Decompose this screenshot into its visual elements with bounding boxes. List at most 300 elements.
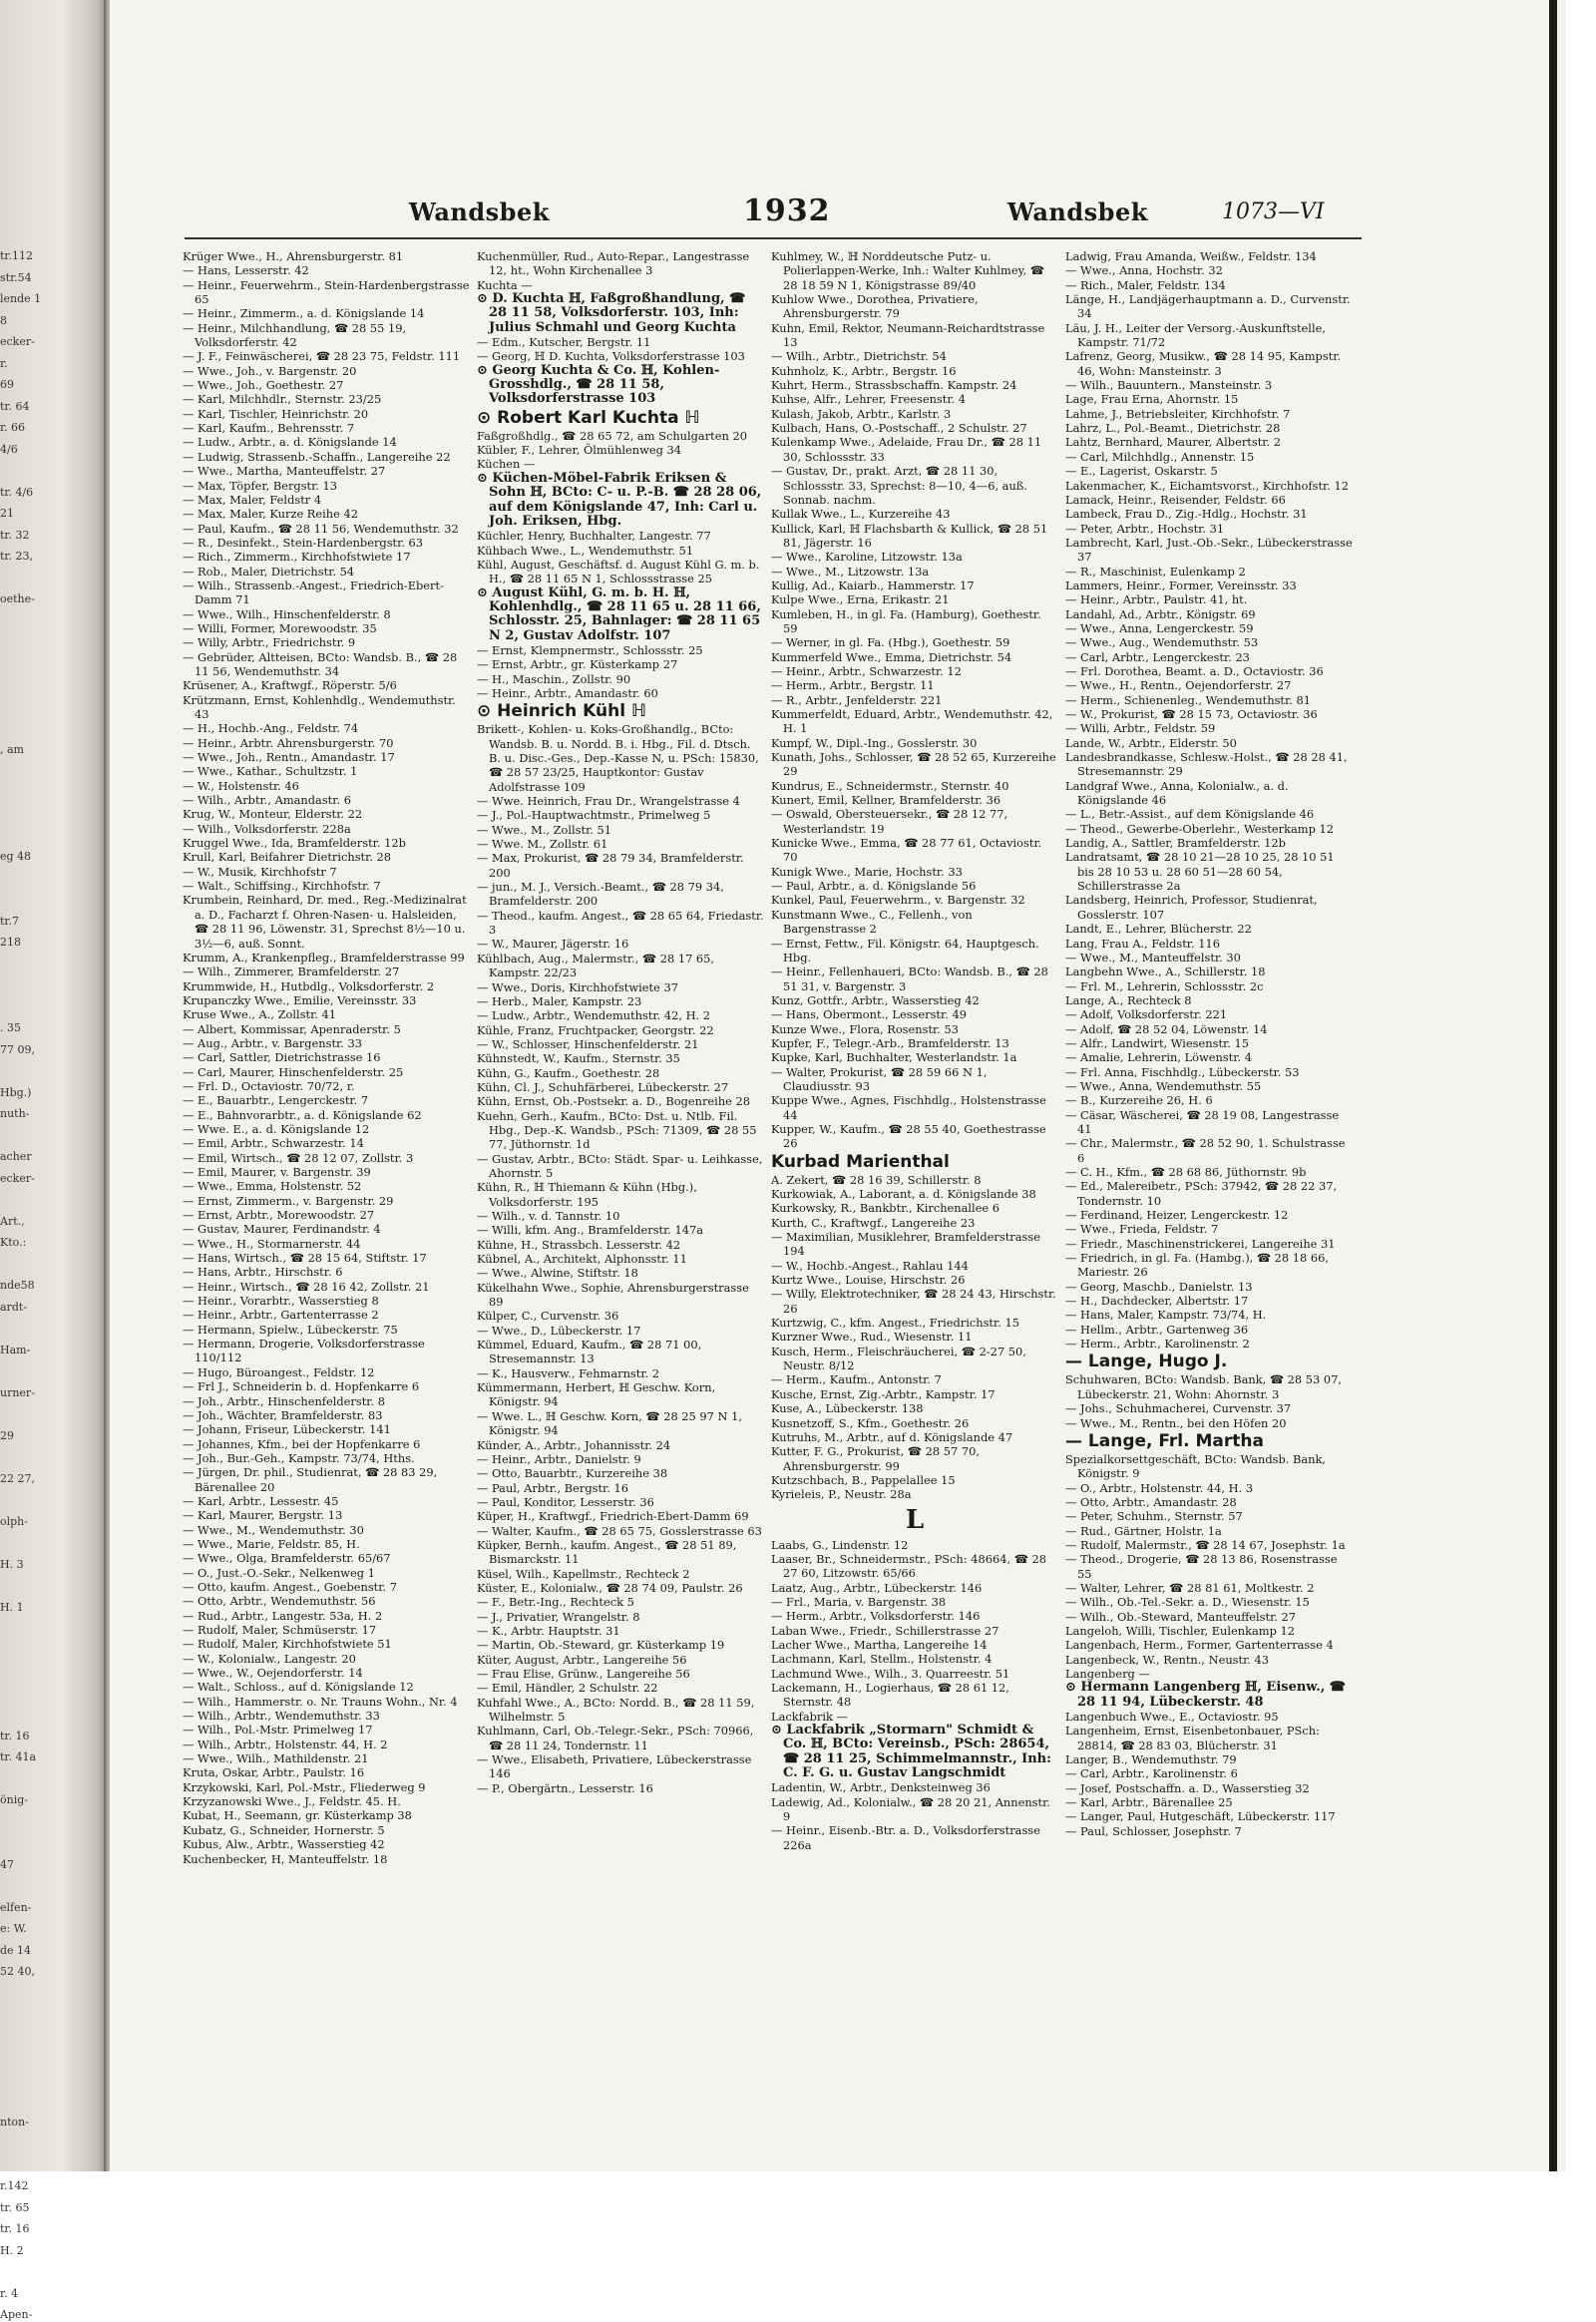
gutter-fragment	[0, 1879, 110, 1893]
gutter-fragment: tr. 64	[0, 399, 30, 413]
gutter-fragment	[0, 829, 110, 843]
directory-entry: — Carl, Milchhdlg., Annenstr. 15	[1065, 449, 1255, 464]
directory-entry: Kümmermann, Herbert, ℍ Geschw. Korn, Königstr. 94	[477, 1380, 716, 1409]
directory-entry: — Heinr., Arbtr., Gartenterrasse 2	[183, 1308, 379, 1323]
gutter-fragment: tr.7	[0, 914, 19, 928]
directory-entry: Kuhnholz, K., Arbtr., Bergstr. 16	[771, 363, 957, 378]
directory-entry: — Heinr., Arbtr. Ahrensburgerstr. 70	[183, 735, 394, 750]
gutter-fragment: 21	[0, 507, 14, 520]
gutter-fragment: tr. 4/6	[0, 485, 34, 499]
directory-entry: — Maximilian, Musiklehrer, Bramfelderstrasse 194	[771, 1230, 1040, 1259]
directory-entry: Kühl, August, Geschäftsf. d. August Kühl G. m. b. H., ☎ 28 11 65 N 1, Schlossstrasse 25	[477, 557, 760, 586]
directory-entry: — Ferdinand, Heizer, Lengerckestr. 12	[1065, 1208, 1289, 1223]
gutter-fragment	[0, 1987, 110, 2001]
directory-entry: Krzyzanowski Wwe., J., Feldstr. 45. H.	[183, 1794, 401, 1809]
gutter-fragment: 77 09,	[0, 1042, 35, 1056]
gutter-fragment: olph-	[0, 1514, 28, 1528]
directory-entry: — E., Bahnvorarbtr., a. d. Königslande 62	[183, 1107, 422, 1122]
gutter-fragment: r.	[0, 356, 8, 370]
gutter-fragment: 52 40,	[0, 1965, 35, 1978]
directory-entry: — Wwe., Marie, Feldstr. 85, H.	[183, 1536, 360, 1551]
directory-entry: Küster, E., Kolonialw., ☎ 28 74 09, Paulstr. 26	[477, 1580, 743, 1595]
directory-column-2	[477, 249, 764, 1795]
directory-column-3	[771, 249, 1058, 1852]
directory-entry: — Otto, Arbtr., Wendemuthstr. 56	[183, 1594, 376, 1609]
directory-entry: — Joh., Wächter, Bramfelderstr. 83	[183, 1407, 383, 1422]
directory-entry: Kutzschbach, B., Pappelallee 15	[771, 1472, 956, 1487]
directory-entry: — Rich., Maler, Feldstr. 134	[1065, 277, 1226, 292]
directory-entry: — H., Hochb.-Ang., Feldstr. 74	[183, 721, 359, 736]
directory-entry: — Wwe., Joh., Rentn., Amandastr. 17	[183, 750, 395, 765]
directory-entry: Langeloh, Willi, Tischler, Eulenkamp 12	[1065, 1623, 1296, 1638]
gutter-fragment: tr. 41a	[0, 1750, 37, 1763]
directory-entry: — Herm., Kaufm., Antonstr. 7	[771, 1372, 942, 1387]
directory-entry: — Ludwig, Strassenb.-Schaffn., Langereihe 22	[183, 449, 451, 464]
directory-entry: — E., Lagerist, Oskarstr. 5	[1065, 464, 1218, 479]
gutter-fragment	[0, 572, 110, 585]
directory-entry: Kuehn, Gerh., Kaufm., BCto: Dst. u. Ntlb. Fil. Hbg., Dep.-K. Wandsb., PSch: 71309, ☎ 28 55 77, Jüthornstr. 1d	[477, 1108, 757, 1152]
directory-entry: Lahme, J., Betriebsleiter, Kirchhofstr. 7	[1065, 406, 1291, 421]
directory-entry: Kubat, H., Seemann, gr. Küsterkamp 38	[183, 1808, 412, 1823]
directory-entry: Langenbeck, W., Rentn., Neustr. 43	[1065, 1652, 1270, 1667]
directory-entry: — B., Kurzereihe 26, H. 6	[1065, 1093, 1213, 1108]
directory-entry: Lachmann, Karl, Stellm., Holstenstr. 4	[771, 1652, 993, 1667]
page-header	[185, 194, 1362, 231]
gutter-fragment	[0, 1129, 110, 1143]
directory-entry: Kummerfeld Wwe., Emma, Dietrichstr. 54	[771, 649, 1012, 664]
gutter-fragment: elfen-	[0, 1900, 32, 1914]
directory-entry: — Wwe., Doris, Kirchhofstwiete 37	[477, 979, 678, 994]
directory-entry: — Alfr., Landwirt, Wiesenstr. 15	[1065, 1035, 1249, 1050]
directory-entry: Landt, E., Lehrer, Blücherstr. 22	[1065, 922, 1252, 937]
gutter-fragment	[0, 1493, 110, 1507]
gutter-fragment: e: W.	[0, 1922, 27, 1935]
directory-entry: — Max, Töpfer, Bergstr. 13	[183, 478, 338, 493]
directory-entry: — Karl, Arbtr., Bärenallee 25	[1065, 1795, 1233, 1810]
gutter-fragment	[0, 700, 110, 714]
gutter-fragment: H. 2	[0, 2243, 24, 2257]
directory-entry: — Frl J., Schneiderin b. d. Hopfenkarre 6	[183, 1379, 420, 1394]
gutter-fragment	[0, 678, 110, 692]
gutter-fragment	[0, 464, 110, 478]
gutter-fragment	[0, 958, 110, 971]
directory-entry: — Gustav, Arbtr., BCto: Städt. Spar- u. Leihkasse, Ahornstr. 5	[477, 1151, 763, 1180]
directory-entry: — Paul, Kaufm., ☎ 28 11 56, Wendemuthstr. 32	[183, 521, 459, 536]
directory-entry: — Wwe., Kathar., Schultzstr. 1	[183, 764, 358, 779]
directory-entry: Lakenmacher, K., Eichamtsvorst., Kirchhofstr. 12	[1065, 478, 1349, 493]
directory-entry: — Martin, Ob.-Steward, gr. Küsterkamp 19	[477, 1638, 725, 1653]
directory-entry: — Karl, Tischler, Heinrichstr. 20	[183, 406, 369, 421]
directory-entry: — Hans, Lesserstr. 42	[183, 263, 309, 278]
directory-entry: Kuhse, Alfr., Lehrer, Freesenstr. 4	[771, 392, 967, 407]
directory-entry: — Ernst, Zimmerm., v. Bargenstr. 29	[183, 1193, 394, 1208]
directory-entry: — Adolf, Volksdorferstr. 221	[1065, 1007, 1228, 1022]
directory-entry: Kuhrt, Herm., Strassbschaffn. Kampstr. 24	[771, 378, 1017, 393]
directory-entry: Kupper, W., Kaufm., ☎ 28 55 40, Goethestrasse 26	[771, 1121, 1046, 1151]
directory-entry: Landgraf Wwe., Anna, Kolonialw., a. d. Königslande 46	[1065, 778, 1289, 808]
directory-entry: Krumm, A., Krankenpfleg., Bramfelderstrasse 99	[183, 950, 465, 965]
gutter-fragment: lende 1	[0, 292, 42, 305]
directory-entry: — Johannes, Kfm., bei der Hopfenkarre 6	[183, 1436, 421, 1451]
directory-entry: — Wwe., Emma, Holstenstr. 52	[183, 1179, 362, 1194]
directory-entry: Kühn, Cl. J., Schuhfärberei, Lübeckerstr. 27	[477, 1079, 729, 1094]
directory-entry: Kuhn, Emil, Rektor, Neumann-Reichardtstrasse 13	[771, 320, 1045, 350]
directory-entry: — O., Just.-O.-Sekr., Nelkenweg 1	[183, 1565, 375, 1580]
directory-entry: — Frl. D., Octaviostr. 70/72, r.	[183, 1078, 355, 1093]
directory-entry: — Willy, Arbtr., Friedrichstr. 9	[183, 635, 356, 650]
directory-entry: — Wwe., Anna, Wendemuthstr. 55	[1065, 1078, 1262, 1093]
directory-entry: — Herm., Arbtr., Bergstr. 11	[771, 678, 935, 693]
directory-entry: — Rob., Maler, Dietrichstr. 54	[183, 564, 355, 579]
directory-entry: — Werner, in gl. Fa. (Hbg.), Goethestr. 59	[771, 635, 1010, 650]
gutter-fragment	[0, 635, 110, 649]
directory-entry: Lange, A., Rechteck 8	[1065, 992, 1192, 1007]
directory-entry: Küchler, Henry, Buchhalter, Langestr. 77	[477, 529, 711, 544]
directory-entry: Kullick, Karl, ℍ Flachsbarth & Kullick, ☎ 28 51 81, Jägerstr. 16	[771, 521, 1048, 550]
directory-entry: Kuhlow Wwe., Dorothea, Privatiere, Ahrensburgerstr. 79	[771, 292, 979, 321]
directory-entry: Kruggel Wwe., Ida, Bramfelderstr. 12b	[183, 836, 406, 851]
directory-entry: — Walter, Lehrer, ☎ 28 81 61, Moltkestr. 2	[1065, 1580, 1315, 1595]
gutter-fragment	[0, 1644, 110, 1658]
directory-entry: — Wwe., W., Oejendorferstr. 14	[183, 1666, 363, 1681]
directory-entry: — Wwe., Anna, Hochstr. 32	[1065, 263, 1223, 278]
gutter-fragment: 69	[0, 378, 14, 391]
directory-entry: — Wwe., Olga, Bramfelderstr. 65/67	[183, 1551, 391, 1566]
directory-entry: Laban Wwe., Friedr., Schillerstrasse 27	[771, 1623, 999, 1638]
gutter-fragment: Art.,	[0, 1214, 25, 1228]
gutter-fragment	[0, 1450, 110, 1464]
gutter-fragment	[0, 1322, 110, 1336]
directory-entry: Kurbad Marienthal	[771, 1151, 950, 1172]
directory-entry: — H., Dachdecker, Albertstr. 17	[1065, 1294, 1249, 1309]
directory-entry: — Rudolf, Malermstr., ☎ 28 14 67, Josephstr. 1a	[1065, 1537, 1346, 1552]
directory-entry: — Gustav, Dr., prakt. Arzt, ☎ 28 11 30, Schlossstr. 33, Sprechst: 8—10, 4—6, auß. Sonnab. nachm.	[771, 464, 1028, 507]
directory-entry: — L., Betr.-Assist., auf dem Königslande 46	[1065, 807, 1315, 822]
gutter-fragment: ardt-	[0, 1300, 27, 1314]
gutter-fragment	[0, 1665, 110, 1679]
gutter-fragment	[0, 893, 110, 907]
directory-entry: — Wwe., M., Rentn., bei den Höfen 20	[1065, 1415, 1287, 1430]
directory-entry: Kusnetzoff, S., Kfm., Goethestr. 26	[771, 1415, 970, 1430]
gutter-fragment	[0, 807, 110, 821]
directory-entry: Kurzner Wwe., Rud., Wiesenstr. 11	[771, 1330, 973, 1345]
gutter-fragment	[0, 2265, 110, 2279]
directory-entry: — Carl, Sattler, Dietrichstrasse 16	[183, 1050, 381, 1065]
directory-entry: Krummwide, H., Hutbdlg., Volksdorferstr. 2	[183, 978, 435, 993]
gutter-fragment: de 14	[0, 1943, 32, 1957]
gutter-fragment	[0, 2158, 110, 2172]
directory-entry: Lammers, Heinr., Former, Vereinsstr. 33	[1065, 578, 1297, 592]
directory-entry: — Ernst, Arbtr., Morewoodstr. 27	[183, 1208, 375, 1223]
directory-entry: Krüsener, A., Kraftwgf., Röperstr. 5/6	[183, 678, 397, 693]
directory-entry: — Otto, Arbtr., Amandastr. 28	[1065, 1494, 1237, 1509]
directory-entry: — Paul, Schlosser, Josephstr. 7	[1065, 1823, 1242, 1838]
directory-entry: ⊙ Hermann Langenberg ℍ, Eisenw., ☎ 28 11 94, Lübeckerstr. 48	[1065, 1680, 1346, 1710]
directory-entry: Lachmund Wwe., Wilh., 3. Quarreestr. 51	[771, 1666, 1010, 1681]
directory-entry: — Wwe., Martha, Manteuffelstr. 27	[183, 464, 386, 479]
directory-entry: — Willi, Former, Morewoodstr. 35	[183, 620, 377, 635]
directory-entry: Landratsamt, ☎ 28 10 21—28 10 25, 28 10 51 bis 28 10 53 u. 28 60 51—28 60 54, Schillerstrasse 2a	[1065, 850, 1335, 894]
directory-entry: — Gebrüder, Altteisen, BCto: Wandsb. B., ☎ 28 11 56, Wendemuthstr. 34	[183, 649, 458, 678]
directory-entry: — Wwe. L., ℍ Geschw. Korn, ☎ 28 25 97 N 1, Königstr. 94	[477, 1408, 742, 1438]
directory-entry: — Otto, kaufm. Angest., Goebenstr. 7	[183, 1579, 397, 1594]
directory-entry: Länge, H., Landjägerhauptmann a. D., Curvenstr. 34	[1065, 292, 1351, 321]
directory-entry: — Herm., Arbtr., Karolinenstr. 2	[1065, 1337, 1250, 1352]
directory-entry: — H., Maschin., Zollstr. 90	[477, 671, 631, 686]
directory-entry: — Rud., Arbtr., Langestr. 53a, H. 2	[183, 1608, 383, 1623]
gutter-fragment: tr. 23,	[0, 550, 33, 563]
directory-entry: Lambrecht, Karl, Just.-Ob.-Sekr., Lübeckerstrasse 37	[1065, 535, 1353, 565]
directory-entry: Langenbach, Herm., Former, Gartenterrasse 4	[1065, 1638, 1334, 1653]
directory-entry: — Wwe., Karoline, Litzowstr. 13a	[771, 550, 963, 565]
directory-entry: Krzykowski, Karl, Pol.-Mstr., Fliederweg 9	[183, 1779, 426, 1794]
directory-entry: — Wwe., H., Rentn., Oejendorferstr. 27	[1065, 678, 1292, 693]
directory-entry: L	[905, 1504, 925, 1535]
gutter-fragment: oethe-	[0, 592, 35, 605]
directory-entry: — Wilh., Zimmerer, Bramfelderstr. 27	[183, 965, 400, 979]
directory-entry: Langenberg —	[1065, 1667, 1150, 1681]
directory-entry: Kullig, Ad., Kaiarb., Hammerstr. 17	[771, 578, 975, 592]
gutter-fragment: Kto.:	[0, 1236, 27, 1249]
directory-entry: Lang, Frau A., Feldstr. 116	[1065, 936, 1220, 951]
directory-entry: Kurtz Wwe., Louise, Hirschstr. 26	[771, 1273, 966, 1288]
gutter-fragment: r. 4	[0, 2286, 19, 2300]
directory-entry: Kümmel, Eduard, Kaufm., ☎ 28 71 00, Stresemannstr. 13	[477, 1338, 702, 1366]
directory-column-1	[183, 249, 470, 1866]
directory-entry: — Friedr., Maschinenstrickerei, Langereihe 31	[1065, 1236, 1336, 1251]
directory-entry: — Frl., Maria, v. Bargenstr. 38	[771, 1594, 947, 1609]
gutter-fragment	[0, 1000, 110, 1014]
gutter-fragment: , am	[0, 742, 24, 756]
directory-entry: — Amalie, Lehrerin, Löwenstr. 4	[1065, 1050, 1252, 1065]
gutter-fragment	[0, 2136, 110, 2150]
directory-entry: Kuhlmey, W., ℍ Norddeutsche Putz- u. Polierlappen-Werke, Inh.: Walter Kuhlmey, ☎ 28 18 59 N 1, Königstrasse 89/40	[771, 249, 1044, 292]
directory-entry: — Wilh., Arbtr., Amandastr. 6	[183, 793, 351, 808]
directory-entry: Kühne, H., Strassbch. Lesserstr. 42	[477, 1237, 681, 1252]
gutter-fragment: Ham-	[0, 1343, 31, 1356]
directory-entry: — Emil, Arbtr., Schwarzestr. 14	[183, 1136, 364, 1151]
directory-entry: — Heinr., Feuerwehrm., Stein-Hardenbergstrasse 65	[183, 277, 470, 307]
directory-entry: Kupfer, F., Telegr.-Arb., Bramfelderstr. 13	[771, 1035, 1009, 1050]
directory-entry: — Wwe., Aug., Wendemuthstr. 53	[1065, 635, 1259, 650]
directory-entry: — Hans, Maler, Kampstr. 73/74, H.	[1065, 1308, 1267, 1323]
directory-entry: Brikett-, Kohlen- u. Koks-Großhandlg., BCto: Wandsb. B. u. Nordd. B. i. Hbg., Fil. d. Dtsch. B. u. Disc.-Ges., Dep.-Kasse N, u. PSch: 15830, ☎ 28 57 23/25, Hauptkontor: Gustav Adolfstrasse 109	[477, 722, 759, 794]
directory-entry: ⊙ Heinrich Kühl ℍ	[477, 701, 647, 722]
gutter-fragment	[0, 1193, 110, 1207]
directory-entry: Laatz, Aug., Arbtr., Lübeckerstr. 146	[771, 1580, 983, 1595]
directory-entry: — Heinr., Zimmerm., a. d. Königslande 14	[183, 306, 425, 321]
directory-entry: — Chr., Malermstr., ☎ 28 52 90, 1. Schulstrasse 6	[1065, 1136, 1346, 1165]
directory-entry: — Albert, Kommissar, Apenraderstr. 5	[183, 1021, 401, 1036]
directory-entry: Kumpf, W., Dipl.-Ing., Gosslerstr. 30	[771, 735, 978, 750]
directory-entry: Kurkowiak, A., Laborant, a. d. Königslande 38	[771, 1187, 1036, 1201]
directory-entry: Landig, A., Sattler, Bramfelderstr. 12b	[1065, 836, 1286, 851]
directory-entry: — Emil, Wirtsch., ☎ 28 12 07, Zollstr. 3	[183, 1150, 414, 1165]
gutter-fragment: acher	[0, 1150, 32, 1163]
gutter-fragment	[0, 2030, 110, 2044]
gutter-fragment: 218	[0, 936, 21, 949]
directory-entry: — Wilh., Pol.-Mstr. Primelweg 17	[183, 1723, 373, 1738]
directory-entry: — Wwe., Frieda, Feldstr. 7	[1065, 1222, 1219, 1237]
directory-entry: — Wwe., Joh., v. Bargenstr. 20	[183, 363, 357, 378]
directory-entry: — Edm., Kutscher, Bergstr. 11	[477, 335, 651, 350]
directory-entry: — Georg, Maschb., Danielstr. 13	[1065, 1279, 1253, 1294]
gutter-fragment: eg 48	[0, 850, 32, 863]
gutter-fragment: tr.112	[0, 249, 33, 262]
directory-entry: — Karl, Maurer, Bergstr. 13	[183, 1508, 343, 1523]
directory-entry: Kullak Wwe., L., Kurzereihe 43	[771, 507, 951, 522]
directory-entry: — Paul, Konditor, Lesserstr. 36	[477, 1494, 654, 1509]
directory-entry: Lage, Frau Erna, Ahornstr. 15	[1065, 392, 1239, 407]
directory-entry: Kunath, Johs., Schlosser, ☎ 28 52 65, Kurzereihe 29	[771, 750, 1056, 779]
directory-column-4	[1065, 249, 1353, 1838]
directory-entry: Külper, C., Curvenstr. 36	[477, 1309, 619, 1324]
gutter-fragment	[0, 1622, 110, 1636]
directory-entry: Kupke, Karl, Buchhalter, Westerlandstr. 1a	[771, 1050, 1017, 1065]
gutter-fragment: 8	[0, 313, 7, 327]
directory-entry: Kruse Wwe., A., Zollstr. 41	[183, 1007, 337, 1022]
directory-entry: Krupanczky Wwe., Emilie, Vereinsstr. 33	[183, 992, 417, 1007]
gutter-fragment: r.142	[0, 2179, 29, 2192]
directory-entry: Läu, J. H., Leiter der Versorg.-Auskunftstelle, Kampstr. 71/72	[1065, 320, 1326, 350]
gutter-fragment	[0, 978, 110, 992]
directory-entry: — Frl. Anna, Fischhdlg., Lübeckerstr. 53	[1065, 1064, 1300, 1079]
directory-entry: Krull, Karl, Beifahrer Dietrichstr. 28	[183, 850, 392, 865]
directory-entry: Kusche, Ernst, Zig.-Arbtr., Kampstr. 17	[771, 1386, 996, 1401]
directory-entry: Langer, B., Wendemuthstr. 79	[1065, 1752, 1237, 1767]
directory-entry: — Willi, Arbtr., Feldstr. 59	[1065, 721, 1216, 736]
directory-entry: Kükelhahn Wwe., Sophie, Ahrensburgerstrasse 89	[477, 1280, 749, 1310]
directory-entry: — Heinr., Eisenb.-Btr. a. D., Volksdorferstrasse 226a	[771, 1823, 1040, 1852]
directory-entry: Küsel, Wilh., Kapellmstr., Rechteck 2	[477, 1566, 690, 1581]
directory-entry: — Hans, Arbtr., Hirschstr. 6	[183, 1265, 343, 1280]
directory-entry: — Wwe., Wilh., Hinschenfelderstr. 8	[183, 606, 391, 621]
directory-entry: — Heinr., Arbtr., Danielstr. 9	[477, 1451, 641, 1466]
gutter-fragment	[0, 721, 110, 735]
directory-entry: Faßgroßhdlg., ☎ 28 65 72, am Schulgarten 20	[477, 428, 747, 443]
directory-entry: Küter, August, Arbtr., Langereihe 56	[477, 1652, 687, 1667]
directory-entry: Kulbach, Hans, O.-Postschaff., 2 Schulstr. 27	[771, 421, 1027, 436]
directory-entry: Schuhwaren, BCto: Wandsb. Bank, ☎ 28 53 07, Lübeckerstr. 21, Wohn: Ahornstr. 3	[1065, 1372, 1342, 1401]
directory-entry: — Max, Maler, Feldstr 4	[183, 492, 322, 507]
directory-entry: — Walter, Kaufm., ☎ 28 65 75, Gosslerstrasse 63	[477, 1523, 762, 1538]
directory-entry: Kuchenmüller, Rud., Auto-Repar., Langestrasse 12, ht., Wohn Kirchenallee 3	[477, 249, 750, 278]
directory-entry: ⊙ August Kühl, G. m. b. H. ℍ, Kohlenhdlg., ☎ 28 11 65 u. 28 11 66, Schlosstr. 25, Bahnlager: ☎ 28 11 65 N 2, Gustav Adolfstr. 107	[477, 584, 761, 643]
directory-entry: Kühlbach, Aug., Malermstr., ☎ 28 17 65, Kampstr. 22/23	[477, 951, 715, 980]
directory-entry: — F., Betr.-Ing., Rechteck 5	[477, 1595, 634, 1610]
directory-entry: — R., Desinfekt., Stein-Hardenbergstr. 63	[183, 535, 424, 550]
gutter-fragment	[0, 872, 110, 886]
gutter-fragment: nuth-	[0, 1107, 30, 1120]
directory-entry: Kutruhs, M., Arbtr., auf d. Königslande 47	[771, 1429, 1013, 1444]
gutter-fragment	[0, 657, 110, 671]
directory-entry: — Gustav, Maurer, Ferdinandstr. 4	[183, 1222, 381, 1237]
directory-entry: — Wilh., Hammerstr. o. Nr. Trauns Wohn., Nr. 4	[183, 1694, 458, 1709]
directory-entry: Kulash, Jakob, Arbtr., Karlstr. 3	[771, 406, 952, 421]
directory-entry: — Aug., Arbtr., v. Bargenstr. 33	[183, 1035, 362, 1050]
directory-entry: — Wilh., Volksdorferstr. 228a	[183, 821, 351, 836]
directory-entry: Langbehn Wwe., A., Schillerstr. 18	[1065, 965, 1266, 979]
directory-entry: Kubatz, G., Schneider, Hornerstr. 5	[183, 1822, 385, 1837]
directory-entry: — Wwe., M., Litzowstr. 13a	[771, 564, 930, 579]
gutter-fragment: 29	[0, 1428, 14, 1442]
directory-entry: Kühle, Franz, Fruchtpacker, Georgstr. 22	[477, 1022, 714, 1037]
gutter-fragment	[0, 786, 110, 800]
directory-entry: — Max, Prokurist, ☎ 28 79 34, Bramfelderstr. 200	[477, 851, 744, 880]
directory-entry: — Johann, Friseur, Lübeckerstr. 141	[183, 1422, 391, 1437]
directory-entry: — Hellm., Arbtr., Gartenweg 36	[1065, 1322, 1249, 1337]
previous-page-gutter	[0, 0, 110, 2321]
directory-entry: — Ed., Malereibetr., PSch: 37942, ☎ 28 22 37, Tondernstr. 10	[1065, 1179, 1338, 1208]
directory-entry: — Hans, Obermont., Lesserstr. 49	[771, 1007, 967, 1022]
directory-entry: — Wwe., M., Wendemuthstr. 30	[183, 1522, 364, 1537]
directory-entry: Kubus, Alw., Arbtr., Wasserstieg 42	[183, 1837, 385, 1852]
directory-entry: — J., Pol.-Hauptwachtmstr., Primelweg 5	[477, 808, 711, 823]
directory-entry: — P., Obergärtn., Lesserstr. 16	[477, 1780, 653, 1795]
gutter-fragment: tr. 16	[0, 2222, 30, 2235]
directory-entry: — O., Arbtr., Holstenstr. 44, H. 3	[1065, 1480, 1254, 1495]
directory-entry: — Wwe., Alwine, Stiftstr. 18	[477, 1266, 638, 1281]
directory-entry: — J. F., Feinwäscherei, ☎ 28 23 75, Feldstr. 111	[183, 349, 461, 364]
gutter-fragment: ecker-	[0, 335, 35, 348]
directory-entry: Krüger Wwe., H., Ahrensburgerstr. 81	[183, 249, 404, 263]
directory-entry: Lahtz, Bernhard, Maurer, Albertstr. 2	[1065, 435, 1281, 450]
directory-entry: — Josef, Postschaffn. a. D., Wasserstieg 32	[1065, 1780, 1310, 1795]
directory-entry: — Paul, Arbtr., Bergstr. 16	[477, 1480, 628, 1495]
directory-entry: — Heinr., Arbtr., Paulstr. 41, ht.	[1065, 592, 1248, 607]
directory-entry: Lamack, Heinr., Reisender, Feldstr. 66	[1065, 492, 1286, 507]
directory-entry: — K., Arbtr. Hauptstr. 31	[477, 1623, 620, 1638]
directory-entry: — Wilh., Arbtr., Wendemuthstr. 33	[183, 1709, 380, 1724]
gutter-fragment: tr. 65	[0, 2200, 30, 2214]
directory-entry: Landahl, Ad., Arbtr., Königstr. 69	[1065, 606, 1256, 621]
gutter-fragment: r. 66	[0, 421, 26, 434]
gutter-fragment: tr. 16	[0, 1729, 30, 1742]
directory-entry: Kurkowsky, R., Bankbtr., Kirchenallee 6	[771, 1201, 1000, 1216]
gutter-fragment: H. 1	[0, 1600, 24, 1614]
header-page-number: 1073—VI	[1222, 199, 1325, 224]
directory-entry: Künder, A., Arbtr., Johannisstr. 24	[477, 1437, 671, 1452]
gutter-fragment	[0, 1772, 110, 1786]
directory-entry: — Adolf, ☎ 28 52 04, Löwenstr. 14	[1065, 1021, 1268, 1036]
directory-entry: — J., Privatier, Wrangelstr. 8	[477, 1609, 640, 1624]
directory-entry: Kulpe Wwe., Erna, Erikastr. 21	[771, 592, 950, 607]
directory-entry: — Hermann, Drogerie, Volksdorferstrasse 110/112	[183, 1337, 425, 1365]
directory-entry: Kusch, Herm., Fleischräucherei, ☎ 2-27 50, Neustr. 8/12	[771, 1344, 1026, 1373]
directory-entry: — R., Maschinist, Eulenkamp 2	[1065, 564, 1246, 579]
gutter-fragment: str.54	[0, 270, 32, 284]
directory-entry: — Rudolf, Maler, Kirchhofstwiete 51	[183, 1637, 392, 1652]
directory-entry: — Hans, Wirtsch., ☎ 28 15 64, Stiftstr. 17	[183, 1251, 427, 1266]
directory-entry: — W., Prokurist, ☎ 28 15 73, Octaviostr. 36	[1065, 707, 1318, 721]
directory-entry: — Wwe., M., Manteuffelstr. 30	[1065, 950, 1241, 965]
header-rule	[185, 237, 1362, 239]
directory-entry: — Ludw., Arbtr., Wendemuthstr. 42, H. 2	[477, 1008, 711, 1023]
directory-entry: — Oswald, Obersteuersekr., ☎ 28 12 77, Westerlandstr. 19	[771, 807, 1008, 836]
directory-entry: — Wilh., Strassenb.-Angest., Friedrich-Ebert-Damm 71	[183, 578, 444, 607]
directory-entry: — W., Maurer, Jägerstr. 16	[477, 937, 629, 952]
directory-entry: ⊙ D. Kuchta ℍ, Faßgroßhandlung, ☎ 28 11 58, Volksdorferstr. 103, Inh: Julius Schmahl und Georg Kuchta	[477, 291, 746, 335]
directory-entry: Ladewig, Ad., Kolonialw., ☎ 28 20 21, Annenstr. 9	[771, 1794, 1050, 1824]
directory-entry: — Heinr., Milchhandlung, ☎ 28 55 19, Volksdorferstr. 42	[183, 320, 407, 350]
directory-entry: — Heinr., Vorarbtr., Wasserstieg 8	[183, 1294, 379, 1309]
directory-entry: Kühnstedt, W., Kaufm., Sternstr. 35	[477, 1051, 680, 1066]
header-year: 1932	[743, 194, 831, 228]
directory-entry: Kuhlmann, Carl, Ob.-Telegr.-Sekr., PSch: 70966, ☎ 28 11 24, Tondernstr. 11	[477, 1724, 754, 1752]
directory-entry: Krumbein, Reinhard, Dr. med., Reg.-Medizinalrat a. D., Facharzt f. Ohren-Nasen- u. Halsleiden, ☎ 28 11 96, Löwenstr. 31, Sprechst 8½—10 u. 3½—6, auß. Sonnt.	[183, 893, 467, 951]
directory-entry: Kuse, A., Lübeckerstr. 138	[771, 1401, 924, 1416]
directory-entry: Kurtzwig, C., kfm. Angest., Friedrichstr. 15	[771, 1316, 1019, 1331]
